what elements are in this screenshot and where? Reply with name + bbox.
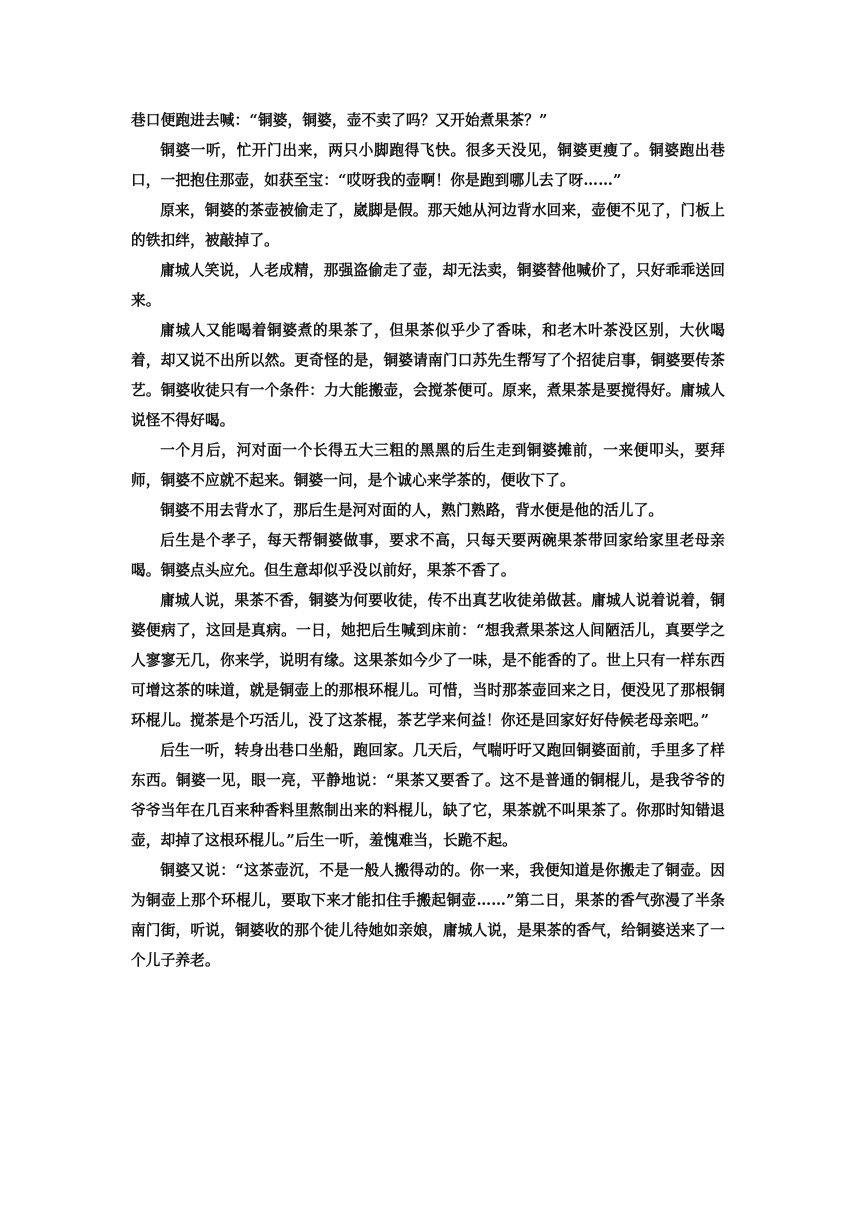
paragraph-4: 庸城人笑说，人老成精，那强盗偷走了壶，却无法卖，铜婆替他喊价了，只好乖乖送回来。 <box>131 262 725 309</box>
paragraph-3: 原来，铜婆的茶壶被偷走了，崴脚是假。那天她从河边背水回来，壶便不见了，门板上的铁扣绊，被敲掉了。 <box>131 202 725 249</box>
paragraph-8: 后生是个孝子，每天帮铜婆做事，要求不高，只每天要两碗果茶带回家给家里老母亲喝。铜婆点头应允。但生意却似乎没以前好，果茶不香了。 <box>131 532 725 579</box>
story-text <box>131 106 725 976</box>
paragraph-11: 铜婆又说：“这茶壶沉，不是一般人搬得动的。你一来，我便知道是你搬走了铜壶。因为铜壶上那个环棍儿，要取下来才能扣住手搬起铜壶……”第二日，果茶的香气弥漫了半条南门街，听说，铜婆收的那个徒儿待她如亲娘，庸城人说，是果茶的香气，给铜婆送来了一个儿子养老。 <box>131 862 725 969</box>
paragraph-2: 铜婆一听，忙开门出来，两只小脚跑得飞快。很多天没见，铜婆更瘦了。铜婆跑出巷口，一把抱住那壶，如获至宝：“哎呀我的壶啊！你是跑到哪儿去了呀……” <box>131 142 725 189</box>
paragraph-1: 巷口便跑进去喊：“铜婆，铜婆，壶不卖了吗？又开始煮果茶？” <box>131 112 548 129</box>
paragraph-7: 铜婆不用去背水了，那后生是河对面的人，熟门熟路，背水便是他的活儿了。 <box>160 502 664 519</box>
paragraph-6: 一个月后，河对面一个长得五大三粗的黑黑的后生走到铜婆摊前，一来便叩头，要拜师，铜婆不应就不起来。铜婆一问，是个诚心来学茶的，便收下了。 <box>131 442 725 489</box>
paragraph-5: 庸城人又能喝着铜婆煮的果茶了，但果茶似乎少了香味，和老木叶茶没区别，大伙喝着，却又说不出所以然。更奇怪的是，铜婆请南门口苏先生帮写了个招徒启事，铜婆要传茶艺。铜婆收徒只有一个条件：力大能搬壶，会搅茶便可。原来，煮果茶是要搅得好。庸城人说怪不得好喝。 <box>131 322 725 429</box>
paragraph-10: 后生一听，转身出巷口坐船，跑回家。几天后，气喘吁吁又跑回铜婆面前，手里多了样东西。铜婆一见，眼一亮，平静地说：“果茶又要香了。这不是普通的铜棍儿，是我爷爷的爷爷当年在几百来种香料里熬制出来的料棍儿，缺了它，果茶就不叫果茶了。你那时知错退壶，却掉了这根环棍儿。”后生一听，羞愧难当，长跪不起。 <box>131 742 725 849</box>
paragraph-9: 庸城人说，果茶不香，铜婆为何要收徒，传不出真艺收徒弟做甚。庸城人说着说着，铜婆便病了，这回是真病。一日，她把后生喊到床前：“想我煮果茶这人间陋活儿，真要学之人寥寥无几，你来学，说明有缘。这果茶如今少了一味，是不能香的了。世上只有一样东西可增这茶的味道，就是铜壶上的那根环棍儿。可惜，当时那茶壶回来之日，便没见了那根铜环棍儿。搅茶是个巧活儿，没了这茶棍，茶艺学来何益！你还是回家好好侍候老母亲吧。” <box>131 592 725 729</box>
